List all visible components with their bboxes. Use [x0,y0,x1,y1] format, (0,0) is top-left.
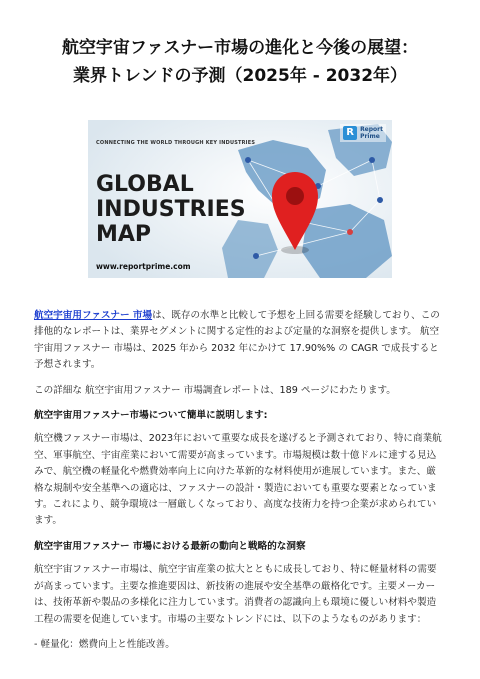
section1-heading: 航空宇宙用ファスナー市場について簡単に説明します: [34,410,268,422]
banner-headline-global: GLOBAL [96,172,194,197]
pages-note: この詳細な 航空宇宙用ファスナー 市場調査レポートは、189 ページにわたります。 [34,384,396,396]
intro-paragraph [34,308,444,374]
banner-tagline: CONNECTING THE WORLD THROUGH KEY INDUSTRIES [96,140,256,146]
bullet-item: - 軽量化：燃費向上と性能改善。 [34,638,175,650]
logo-text-report: Report [360,126,383,133]
section2-heading: 航空宇宙用ファスナー 市場における最新の動向と戦略的な洞察 [34,540,306,552]
document-body [34,308,444,662]
logo-mark-icon: R [343,126,357,140]
document-title [30,34,450,90]
section2-body: 航空宇宙ファスナー市場は、航空宇宙産業の拡大とともに成長しており、特に軽量材料の需要が高まっています。主要な推進要因は、新技術の進展や安全基準の厳格化です。主要メーカーは、技術革新や製品の多様化に注力しています。消費者の認識向上も環境に優しい材料や製造工程の需要を促進しています。市場の主要なトレンドには、以下のようなものがあります： [34,564,437,625]
report-prime-logo [340,124,386,142]
section1-body: 航空機ファスナー市場は、2023年において重要な成長を遂げると予測されており、特に商業航空、軍事航空、宇宙産業において需要が高まっています。市場規模は数十億ドルに達する見込みで、航空機の軽量化や燃費効率向上に向けた革新的な材料使用が進展しています。また、厳格な規制や安全基準への適応は、ファスナーの設計・製造においても重要な要素となっています。これにより、競争環境は一層厳しくなっており、高度な技術力を持つ企業が求められています。 [34,433,442,527]
banner-headline-industries: INDUSTRIES [96,197,246,222]
banner-url: www.reportprime.com [96,262,191,271]
title-line-2: 業界トレンドの予測（2025年 - 2032年） [72,66,408,86]
title-line-1: 航空宇宙ファスナー市場の進化と今後の展望： [61,38,419,58]
market-link[interactable]: 航空宇宙用ファスナー 市場 [34,310,153,321]
banner-image [88,120,392,278]
logo-text-prime: Prime [360,133,380,140]
intro-text: は、既存の水準と比較して予想を上回る需要を経験しており、この排他的なレポートは、業界セグメントに関する定性的および定量的な洞察を提供します。 航空宇宙用ファスナー 市場は、2025 年から 2032 年にかけて 17.90%% の CAGR で成長すると予想されます。 [34,310,440,371]
banner-headline-map: MAP [96,222,152,247]
